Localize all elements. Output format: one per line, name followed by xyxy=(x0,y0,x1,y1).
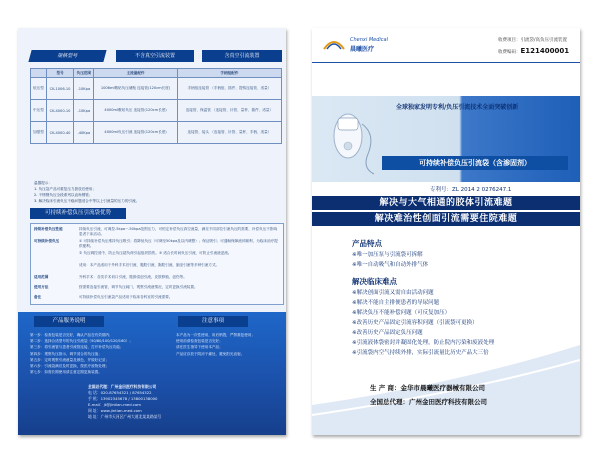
headline-stripe-2: 解决难治性创面引流需要住院难题 xyxy=(312,212,580,226)
list-item: ※解决负压不能补偿问题（可反复加压） xyxy=(352,310,451,316)
list-item: ※引流液体袋密封并凝固化处理，防止院内污染和废液处理 xyxy=(352,340,495,346)
product-row-label: 持续补偿负压性能 xyxy=(34,227,63,231)
charge-code-label: 收费编码： xyxy=(498,50,521,55)
features-title: 产品特点 xyxy=(352,239,382,248)
list-item: ※解决不能自主排便患者的导尿问题 xyxy=(352,300,440,306)
charge-item-label: 收费项目： xyxy=(498,38,521,43)
list-item: 产品应存放于阴凉干燥处，避免阳光直射。 xyxy=(176,351,245,356)
advantage-list xyxy=(30,332,170,375)
table-cell: -10Kpa xyxy=(74,100,94,122)
decorative-curve xyxy=(312,315,580,435)
table-row xyxy=(31,78,282,100)
charge-item-value: 引流袋/高负压引流装置 xyxy=(520,38,568,43)
tagline: 全球独家发明专利/负压引流技术全面突破创新 xyxy=(396,104,519,111)
spec-header-cell: 负压范围 xyxy=(74,69,94,78)
patent-number: 专利号：ZL 2014 2 0276247.1 xyxy=(430,187,512,193)
left-page xyxy=(18,28,286,435)
list-item: 第五步：定时观察引流液量及颜色，并做好记录； xyxy=(30,357,110,362)
product-row-text: 适用：本产品适用于外科手术后引流、腹腔引流、胸腔引流、脑室引流等多种引流方式。 xyxy=(79,263,220,267)
charge-code xyxy=(498,47,569,55)
tab-without-vacuum: 不含真空引流装置 xyxy=(116,50,194,62)
list-item: ※引流袋内空气持续外排，实际引流量比历史产品大三倍 xyxy=(352,350,489,356)
headline-stripe-1: 解决与大气相通的胶体引流难题 xyxy=(312,196,580,210)
table-cell: 4000ml负压引流 连接管(120cm长度) xyxy=(94,122,177,144)
note-line: 温馨提示： xyxy=(34,181,52,185)
list-item: 第二步：选择合适型号的负压引流袋（50/80/100/120/160）； xyxy=(30,339,133,344)
distributor-value: 广州金田医疗科技有限公司 xyxy=(409,398,487,406)
product-row-text: 可持续补偿负压引流袋产品适用于临床各科室的引流需要。 xyxy=(79,295,173,299)
divider xyxy=(312,62,580,63)
note-line: 2. 不锈钢负压全段系列以直角钢管； xyxy=(34,193,93,197)
product-row-label: 使用方法 xyxy=(34,285,49,289)
contact-line: E-mail：jt@jintian-med.com xyxy=(88,402,141,407)
contact-line: 网 址：www.jintian-med.com xyxy=(88,408,142,413)
list-item: 第三步：将引流管与患者引流管连接，打开补偿负压功能； xyxy=(30,345,124,350)
left-blue-panel xyxy=(18,312,286,435)
list-item: ※唯一加压泵与引流袋可拆解 xyxy=(352,252,423,258)
list-item: 本产品为一次性使用，用后销毁，严禁重复使用； xyxy=(176,333,256,337)
table-row xyxy=(31,100,282,122)
product-row-text: ② 负压调控适中，防止负压超负荷引起组织损伤。③ 适合长时间负压引流，可防止引流液逆流。 xyxy=(79,251,232,255)
spec-header-cell xyxy=(31,69,47,78)
brand-en: Chenxi Medical xyxy=(350,37,388,43)
table-cell: CK-1006-10 xyxy=(46,78,73,100)
clinical-title: 解决临床难点 xyxy=(352,277,397,286)
contact-block xyxy=(88,384,278,420)
list-item: ※改善历史产品固定引流容积问题（引流袋可更换） xyxy=(352,320,478,326)
list-item: 第七步：如需长期使用请注意定期更换装置。 xyxy=(30,370,102,375)
list-item: ※唯一自动吸气和自动外排气体 xyxy=(352,262,429,268)
product-row-text: 持续负压引流，可调控-5kpa~-50kpa范围压力，可恒定补偿负压真空流量，满足不同部位引流负压的需要，补偿负压不影响患者下床活动。 xyxy=(79,227,278,236)
list-item: 使用前请检查包装是否完好； xyxy=(176,339,223,344)
table-cell: 手柄组连接管 （手柄组、插件、提钩连接管、适量） xyxy=(177,78,281,100)
distributor xyxy=(370,397,487,406)
product-section-title: 可持续补偿负压引流袋优势 xyxy=(30,208,126,219)
note-line: 3. 解决临床引流负压不稳问题适合中等以上引流量的压力的引流。 xyxy=(34,199,140,203)
table-cell: CK-4000-10 xyxy=(46,100,73,122)
table-cell: 低压型 xyxy=(31,78,47,100)
tab-with-vacuum: 含真空引流装置 xyxy=(202,50,282,62)
spec-tabs xyxy=(30,50,280,64)
right-page xyxy=(312,28,580,435)
list-item: 请在医生指导下使用本产品； xyxy=(176,345,223,350)
table-row xyxy=(31,122,282,144)
manufacturer-label: 生 产 商： xyxy=(370,384,401,392)
note-line: 1. 负压袋产品可重复压力泄放后使用； xyxy=(34,187,97,191)
spec-header-cell: 型号 xyxy=(46,69,73,78)
product-device-image xyxy=(328,106,384,176)
caution-title: 注意事项 xyxy=(178,316,248,327)
product-row-text: 按需要连接引流管，调节负压阀门，观察引流液情况，定时更换引流装置。 xyxy=(79,285,198,289)
table-cell: 1006ml敷贴负压储瓶 连接管(120cm长度) xyxy=(94,78,177,100)
product-row-label: 适用范围 xyxy=(34,275,49,279)
spec-header-cell: 手柄组配件 xyxy=(177,69,281,78)
table-cell: -10Kpa xyxy=(74,78,94,100)
list-item: ※解决创面引流又需自由活动问题 xyxy=(352,290,434,296)
list-item: 第六步：引流袋满后及时更换，按医疗废物处理； xyxy=(30,364,110,369)
charge-item xyxy=(498,37,567,43)
product-title: 可持续补偿负压引流袋（含渗固剂） xyxy=(382,156,568,170)
table-cell: 连接管、保温管 （连接管、针管、量杯、插件、适量） xyxy=(177,100,281,122)
spec-header-cell: 主流量配件 xyxy=(94,69,177,78)
table-cell: 加强型 xyxy=(31,122,47,144)
table-cell: -40Kpa xyxy=(74,122,94,144)
advantage-title: 产品服务说明 xyxy=(34,316,104,327)
brand-cn: 晨曦医疗 xyxy=(350,46,375,53)
spec-table xyxy=(30,68,282,144)
table-cell: 中压型 xyxy=(31,100,47,122)
product-box xyxy=(30,223,284,305)
caution-list xyxy=(176,332,282,357)
brand-logo-icon xyxy=(322,36,346,50)
table-cell: 4000ml敷贴负压 连接管(120cm长度) xyxy=(94,100,177,122)
table-cell: 连接管、接头 （连接管、针管、量杯、手柄、适量） xyxy=(177,122,281,144)
charge-code-value: E121400001 xyxy=(520,47,570,55)
manufacturer-value: 金华市晨曦医疗器械有限公司 xyxy=(400,384,486,392)
contact-line: 地 址：广州市天河区广州大道北某某路某号 xyxy=(88,414,162,419)
list-item: 第一步：检查包装是否完好，确认产品在有效期内； xyxy=(30,333,113,337)
product-row-text: ① 可持续补偿负压维持负压吸引；将降低负压（可调至50kpa及以内调整）；保证吸引；可通畅保障液体顺利，为临床治疗提供便利。 xyxy=(79,239,278,248)
contact-line: 电 话：020-87654321 / 87654322 xyxy=(88,390,152,395)
notes xyxy=(34,180,274,204)
product-row-label: 备注 xyxy=(34,295,42,299)
contact-line: 全国总代理：广州金田医疗科技有限公司 xyxy=(88,384,157,389)
table-cell: CK-4000-40 xyxy=(46,122,73,144)
contact-line: 手 机：13902345678 / 13800138000 xyxy=(88,396,158,401)
product-row-label: 可持续补偿负压 xyxy=(34,239,60,243)
features-list xyxy=(352,250,428,270)
list-item: 第四步：观察负压指示，调节适合的负压值； xyxy=(30,351,102,356)
tab-spec: 规格型号 xyxy=(28,50,106,62)
distributor-label: 全国总代理： xyxy=(370,398,409,406)
product-row-text: 外科手术：各类手术切口引流，脓肿清创引流，皮肤移植，创伤等。 xyxy=(79,275,187,279)
manufacturer xyxy=(370,383,485,392)
list-item: ※改善历史产品固定负压问题 xyxy=(352,330,423,336)
